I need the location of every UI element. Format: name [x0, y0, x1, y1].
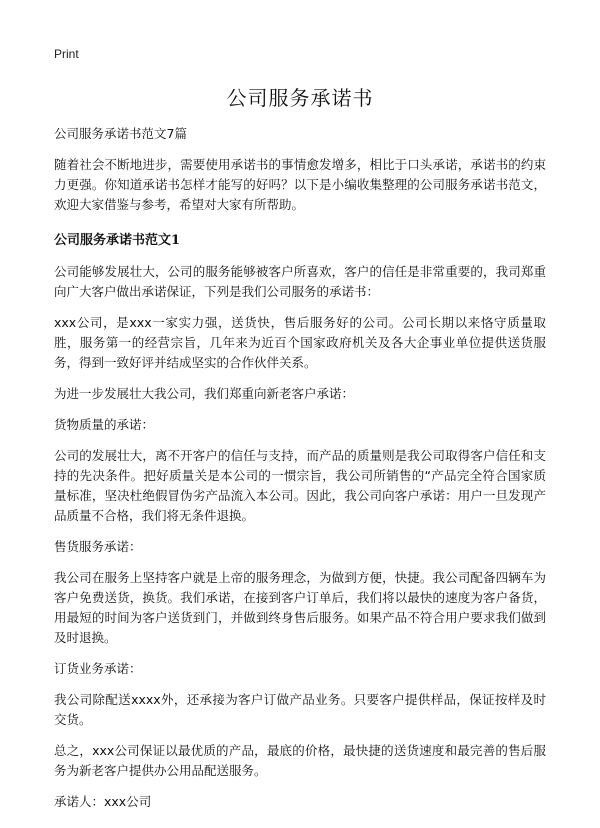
intro-paragraph: 随着社会不断地进步，需要使用承诺书的事情愈发增多，相比于口头承诺，承诺书的约束力更强。你知道承诺书怎样才能写的好吗？以下是小编收集整理的公司服务承诺书范文，欢迎大家借鉴与参考，希望对大家有所帮助。: [54, 157, 546, 212]
body-paragraph: 货物质量的承诺：: [54, 417, 155, 432]
signature-line: 承诺人：xxx公司: [54, 794, 152, 809]
body-paragraph: xxx公司，是xxx一家实力强，送货快，售后服务好的公司。公司长期以来恪守质量取胜，服务第一的经营宗旨，几年来为近百个国家政府机关及各大企事业单位提供送货服务，得到一致好评并结成坚实的合作伙伴关系。: [54, 315, 546, 370]
document-title: 公司服务承诺书: [226, 86, 374, 110]
body-paragraph: 为进一步发展壮大我公司，我们郑重向新老客户承诺：: [54, 386, 355, 401]
body-paragraph: 公司能够发展壮大，公司的服务能够被客户所喜欢，客户的信任是非常重要的，我司郑重向广大客户做出承诺保证，下列是我们公司服务的承诺书：: [54, 264, 546, 299]
print-link[interactable]: Print: [54, 47, 79, 61]
body-paragraph: 我公司除配送xxxx外，还承接为客户订做产品业务。只要客户提供样品，保证按样及时交货。: [54, 692, 546, 727]
body-paragraph: 订货业务承诺：: [54, 661, 142, 676]
body-paragraph: 我公司在服务上坚持客户就是上帝的服务理念，为做到方便，快捷。我公司配备四辆车为客户免费送货，换货。我们承诺，在接到客户订单后，我们将以最快的速度为客户备货，用最短的时间为客户送货到门，并做到终身售后服务。如果产品不符合用户要求我们做到及时退换。: [54, 570, 546, 645]
body-paragraph: 总之，xxx公司保证以最优质的产品，最底的价格，最快捷的送货速度和最完善的售后服务为新老客户提供办公用品配送服务。: [54, 743, 546, 778]
section-heading: 公司服务承诺书范文1: [54, 233, 181, 248]
body-paragraph: 公司的发展壮大，离不开客户的信任与支持，而产品的质量则是我公司取得客户信任和支持的先决条件。把好质量关是本公司的一惯宗旨，我公司所销售的“产品完全符合国家质量标准，坚决杜绝假冒伪劣产品流入本公司。因此，我公司向客户承诺：用户一旦发现产品质量不合格，我们将无条件退换。: [54, 448, 546, 523]
document-subtitle: 公司服务承诺书范文7篇: [54, 126, 187, 141]
body-paragraph: 售货服务承诺：: [54, 539, 142, 554]
